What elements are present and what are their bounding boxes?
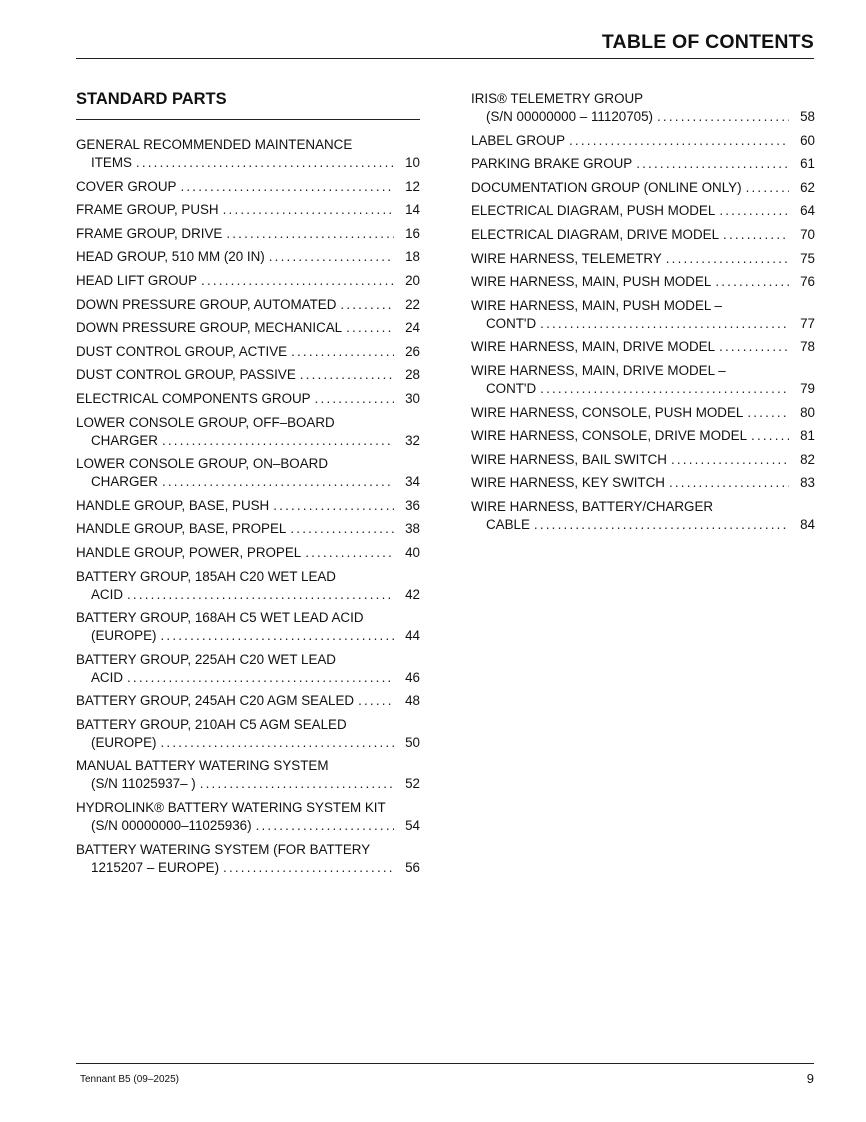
toc-entry-title-line: ELECTRICAL DIAGRAM, PUSH MODEL	[471, 203, 716, 219]
footer-page-number: 9	[806, 1071, 814, 1086]
toc-dot-leader	[346, 319, 394, 337]
toc-entry-title-line: WIRE HARNESS, CONSOLE, DRIVE MODEL	[471, 428, 748, 444]
toc-entry-title-line: BATTERY WATERING SYSTEM (FOR BATTERY	[76, 841, 371, 857]
toc-page-number: 64	[800, 203, 815, 219]
toc-entry-title-line: WIRE HARNESS, MAIN, PUSH MODEL –	[471, 297, 722, 313]
toc-entry-title-line: HYDROLINK® BATTERY WATERING SYSTEM KIT	[76, 800, 386, 816]
toc-dot-leader	[200, 775, 394, 793]
toc-entry-title-line: BATTERY GROUP, 210AH C5 AGM SEALED	[76, 716, 347, 732]
toc-page-number: 48	[405, 693, 420, 709]
toc-entry-title-line: (EUROPE)	[91, 734, 157, 750]
toc-page-number: 80	[800, 404, 815, 420]
toc-page-number: 62	[800, 179, 815, 195]
toc-entry-title-line: (S/N 00000000 – 11120705)	[486, 109, 654, 124]
toc-dot-leader	[671, 451, 789, 469]
toc-page-number: 61	[800, 156, 815, 172]
toc-entry-title-line: GENERAL RECOMMENDED MAINTENANCE	[76, 137, 353, 152]
toc-entry[interactable]	[76, 201, 420, 219]
toc-page-number: 76	[800, 274, 815, 290]
toc-entry-title-line: HANDLE GROUP, POWER, PROPEL	[76, 544, 302, 560]
toc-dot-leader	[269, 248, 394, 266]
toc-entry[interactable]	[471, 250, 815, 268]
toc-dot-leader	[315, 390, 394, 408]
toc-dot-leader	[666, 250, 789, 268]
toc-entry-title-line: WIRE HARNESS, MAIN, DRIVE MODEL	[471, 339, 716, 355]
toc-entry-title-line: BATTERY GROUP, 225AH C20 WET LEAD	[76, 651, 336, 667]
toc-dot-leader	[256, 817, 394, 835]
toc-dot-leader	[223, 859, 394, 877]
toc-left-column	[76, 136, 420, 882]
toc-entry[interactable]	[76, 568, 420, 604]
toc-entry-title-line: HANDLE GROUP, BASE, PROPEL	[76, 521, 287, 537]
toc-entry-title-line: WIRE HARNESS, TELEMETRY	[471, 250, 662, 266]
toc-page-number: 10	[405, 155, 420, 170]
toc-entry-title-line: DUST CONTROL GROUP, PASSIVE	[76, 367, 296, 383]
toc-entry-title-line: WIRE HARNESS, CONSOLE, PUSH MODEL	[471, 404, 744, 420]
toc-page-number: 40	[405, 544, 420, 560]
toc-dot-leader	[180, 178, 394, 196]
toc-dot-leader	[747, 404, 789, 422]
toc-dot-leader	[540, 315, 789, 333]
toc-entry[interactable]	[76, 178, 420, 196]
toc-dot-leader	[226, 225, 394, 243]
toc-dot-leader	[751, 427, 789, 445]
toc-dot-leader	[669, 474, 789, 492]
toc-entry[interactable]	[471, 155, 815, 173]
toc-entry[interactable]	[471, 427, 815, 445]
toc-entry[interactable]	[76, 319, 420, 337]
toc-entry-title-line: WIRE HARNESS, MAIN, DRIVE MODEL –	[471, 362, 726, 378]
toc-page-number: 70	[800, 226, 815, 242]
section-title: STANDARD PARTS	[76, 90, 227, 108]
toc-entry[interactable]	[471, 90, 815, 126]
toc-entry[interactable]	[76, 366, 420, 384]
toc-entry-title-line: LOWER CONSOLE GROUP, OFF–BOARD	[76, 414, 335, 430]
toc-entry[interactable]	[471, 202, 815, 220]
toc-page-number: 16	[405, 225, 420, 241]
toc-entry-title-line: DOWN PRESSURE GROUP, MECHANICAL	[76, 320, 343, 336]
toc-dot-leader	[719, 338, 789, 356]
header-rule	[76, 58, 814, 59]
toc-page-number: 54	[405, 818, 420, 834]
toc-dot-leader	[162, 473, 394, 491]
toc-entry-title-line: ELECTRICAL COMPONENTS GROUP	[76, 390, 311, 406]
toc-entry-title-line: BATTERY GROUP, 245AH C20 AGM SEALED	[76, 693, 355, 709]
toc-entry-title-line: CHARGER	[91, 474, 158, 490]
toc-page-number: 20	[405, 272, 420, 288]
toc-page-number: 77	[800, 315, 815, 331]
toc-entry-title-line: DOCUMENTATION GROUP (ONLINE ONLY)	[471, 179, 742, 195]
toc-dot-leader	[201, 272, 394, 290]
toc-page-number: 82	[800, 451, 815, 467]
toc-entry-title-line: WIRE HARNESS, KEY SWITCH	[471, 475, 665, 491]
toc-entry-title-line: CONT'D	[486, 315, 537, 331]
toc-entry[interactable]	[76, 799, 420, 835]
toc-entry[interactable]	[76, 136, 420, 172]
toc-dot-leader	[305, 544, 394, 562]
toc-entry[interactable]	[76, 692, 420, 710]
toc-entry-title-line: LOWER CONSOLE GROUP, ON–BOARD	[76, 456, 328, 472]
toc-entry-title-line: BATTERY GROUP, 185AH C20 WET LEAD	[76, 568, 336, 584]
toc-dot-leader	[340, 296, 394, 314]
toc-dot-leader	[719, 202, 789, 220]
toc-right-column	[471, 90, 815, 540]
toc-entry[interactable]	[471, 179, 815, 197]
toc-entry[interactable]	[76, 497, 420, 515]
toc-entry[interactable]	[471, 273, 815, 291]
toc-entry[interactable]	[76, 455, 420, 491]
toc-entry[interactable]	[76, 520, 420, 538]
toc-dot-leader	[136, 154, 394, 172]
toc-entry[interactable]	[76, 272, 420, 290]
toc-entry[interactable]	[471, 362, 815, 398]
toc-entry[interactable]	[471, 498, 815, 534]
toc-page-number: 12	[405, 178, 420, 194]
toc-entry-title-line: FRAME GROUP, PUSH	[76, 202, 219, 218]
section-rule	[76, 119, 420, 120]
toc-entry[interactable]	[76, 390, 420, 408]
toc-entry[interactable]	[76, 841, 420, 877]
toc-page-number: 78	[800, 339, 815, 355]
toc-page-number: 22	[405, 296, 420, 312]
toc-page-number: 38	[405, 521, 420, 537]
footer-rule	[76, 1063, 814, 1064]
toc-entry[interactable]	[471, 404, 815, 422]
toc-page-number: 28	[405, 367, 420, 383]
toc-entry[interactable]	[471, 226, 815, 244]
toc-page-number: 44	[405, 628, 420, 644]
toc-entry-title-line: HANDLE GROUP, BASE, PUSH	[76, 497, 270, 513]
toc-dot-leader	[162, 432, 394, 450]
toc-dot-leader	[636, 155, 789, 173]
toc-page-number: 24	[405, 320, 420, 336]
toc-entry-title-line: HEAD GROUP, 510 MM (20 IN)	[76, 249, 265, 265]
toc-dot-leader	[657, 108, 789, 126]
toc-entry[interactable]	[76, 296, 420, 314]
toc-entry-title-line: DOWN PRESSURE GROUP, AUTOMATED	[76, 296, 337, 312]
toc-page-number: 34	[405, 474, 420, 490]
toc-entry-title-line: LABEL GROUP	[471, 132, 566, 148]
toc-entry[interactable]	[76, 544, 420, 562]
toc-page-number: 60	[800, 132, 815, 148]
toc-entry[interactable]	[76, 343, 420, 361]
toc-dot-leader	[290, 520, 394, 538]
toc-entry-title-line: MANUAL BATTERY WATERING SYSTEM	[76, 758, 329, 774]
toc-dot-leader	[746, 179, 789, 197]
toc-entry-title-line: CONT'D	[486, 380, 537, 396]
toc-dot-leader	[160, 734, 394, 752]
toc-entry-title-line: CHARGER	[91, 432, 158, 448]
toc-entry-title-line: BATTERY GROUP, 168AH C5 WET LEAD ACID	[76, 610, 364, 626]
toc-dot-leader	[723, 226, 789, 244]
toc-dot-leader	[569, 132, 789, 150]
toc-entry[interactable]	[76, 716, 420, 752]
toc-entry-title-line: WIRE HARNESS, MAIN, PUSH MODEL	[471, 274, 712, 290]
toc-entry-title-line: ELECTRICAL DIAGRAM, DRIVE MODEL	[471, 226, 720, 242]
toc-dot-leader	[160, 627, 394, 645]
toc-page-number: 46	[405, 669, 420, 685]
toc-entry-title-line: FRAME GROUP, DRIVE	[76, 225, 223, 241]
toc-page-number: 14	[405, 202, 420, 218]
toc-entry[interactable]	[76, 757, 420, 793]
toc-page-number: 58	[800, 109, 815, 124]
toc-dot-leader	[534, 516, 789, 534]
toc-page-number: 81	[800, 428, 815, 444]
toc-dot-leader	[715, 273, 789, 291]
toc-entry-title-line: ACID	[91, 586, 123, 602]
toc-entry[interactable]	[471, 338, 815, 356]
toc-dot-leader	[273, 497, 394, 515]
toc-dot-leader	[291, 343, 394, 361]
toc-entry-title-line: CABLE	[486, 516, 530, 532]
toc-entry-title-line: IRIS® TELEMETRY GROUP	[471, 91, 644, 106]
toc-entry-title-line: DUST CONTROL GROUP, ACTIVE	[76, 343, 288, 359]
toc-page-number: 26	[405, 343, 420, 359]
toc-entry-title-line: (EUROPE)	[91, 628, 157, 644]
toc-entry-title-line: WIRE HARNESS, BATTERY/CHARGER	[471, 498, 714, 514]
toc-dot-leader	[358, 692, 394, 710]
toc-entry-title-line: ACID	[91, 669, 123, 685]
page-header-title: TABLE OF CONTENTS	[601, 31, 814, 53]
toc-entry-title-line: WIRE HARNESS, BAIL SWITCH	[471, 451, 667, 467]
toc-page-number: 32	[405, 432, 420, 448]
toc-entry[interactable]	[76, 414, 420, 450]
toc-dot-leader	[223, 201, 394, 219]
toc-page-number: 52	[405, 776, 420, 792]
toc-entry[interactable]	[471, 474, 815, 492]
toc-dot-leader	[540, 380, 789, 398]
toc-entry-title-line: PARKING BRAKE GROUP	[471, 156, 633, 172]
toc-entry[interactable]	[471, 132, 815, 150]
toc-page-number: 56	[405, 859, 420, 875]
toc-entry[interactable]	[471, 297, 815, 333]
toc-dot-leader	[300, 366, 394, 384]
footer-document-id: Tennant B5 (09–2025)	[80, 1074, 179, 1085]
toc-page-number: 36	[405, 497, 420, 513]
toc-page-number: 83	[800, 475, 815, 491]
toc-entry-title-line: ITEMS	[91, 155, 132, 170]
toc-entry-title-line: 1215207 – EUROPE)	[91, 859, 220, 875]
toc-entry-title-line: (S/N 11025937– )	[91, 776, 196, 792]
toc-page-number: 18	[405, 249, 420, 265]
toc-dot-leader	[127, 669, 394, 687]
toc-entry[interactable]	[471, 451, 815, 469]
toc-page-number: 50	[405, 734, 420, 750]
toc-page-number: 30	[405, 390, 420, 406]
toc-entry[interactable]	[76, 651, 420, 687]
toc-entry-title-line: (S/N 00000000–11025936)	[91, 818, 252, 834]
toc-dot-leader	[127, 586, 394, 604]
toc-page-number: 79	[800, 380, 815, 396]
toc-entry-title-line: COVER GROUP	[76, 178, 177, 194]
toc-entry[interactable]	[76, 609, 420, 645]
toc-page-number: 75	[800, 250, 815, 266]
toc-entry-title-line: HEAD LIFT GROUP	[76, 272, 198, 288]
toc-page-number: 42	[405, 586, 420, 602]
toc-entry[interactable]	[76, 248, 420, 266]
toc-entry[interactable]	[76, 225, 420, 243]
toc-page-number: 84	[800, 516, 815, 532]
